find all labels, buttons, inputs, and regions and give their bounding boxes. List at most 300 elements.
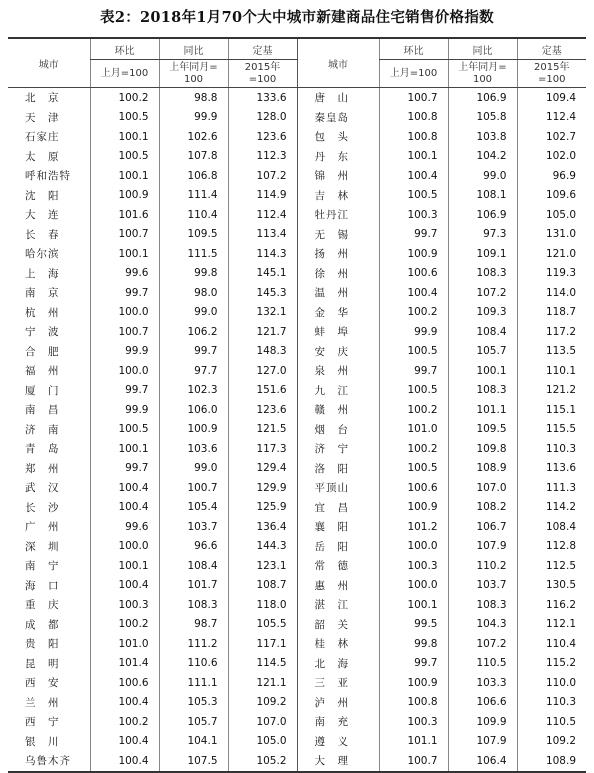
- mom-index-cell: 101.4: [90, 654, 159, 674]
- mom-index-cell: 100.1: [90, 244, 159, 264]
- city-name-cell: 宁 波: [25, 326, 60, 339]
- mom-index-cell: 100.1: [379, 147, 448, 167]
- base-index-cell: 129.9: [228, 478, 297, 498]
- mom-index-cell: 100.5: [90, 147, 159, 167]
- base-index-cell: 144.3: [228, 537, 297, 557]
- mom-index-cell: 100.1: [90, 556, 159, 576]
- mom-index-cell: 100.2: [379, 400, 448, 420]
- table-title: 表2：2018年1月70个大中城市新建商品住宅销售价格指数: [100, 9, 494, 26]
- table-row: [8, 361, 586, 381]
- mom-index-cell: 100.9: [379, 673, 448, 693]
- yoy-index-cell: 99.7: [159, 342, 228, 362]
- base-index-cell: 115.2: [517, 654, 586, 674]
- base-index-cell: 110.0: [517, 673, 586, 693]
- base-index-cell: 136.4: [228, 517, 297, 537]
- mom-index-cell: 100.5: [379, 342, 448, 362]
- city-name-cell: 大 连: [25, 209, 60, 222]
- yoy-index-cell: 105.7: [159, 712, 228, 732]
- city-name-cell: 西 宁: [25, 716, 60, 729]
- yoy-index-cell: 103.8: [448, 127, 517, 147]
- base-index-cell: 114.5: [228, 654, 297, 674]
- city-name-cell: 泉 州: [297, 361, 379, 381]
- yoy-index-cell: 103.7: [159, 517, 228, 537]
- city-name-cell: 牡丹江: [297, 205, 379, 225]
- base-index-cell: 133.6: [228, 88, 297, 108]
- mom-index-cell: 99.7: [379, 361, 448, 381]
- yoy-index-cell: 110.4: [159, 205, 228, 225]
- table-row: [8, 712, 586, 732]
- base-index-cell: 114.2: [517, 498, 586, 518]
- city-name-cell: 无 锡: [297, 225, 379, 245]
- table-row: [8, 225, 586, 245]
- city-name-cell: 合 肥: [25, 345, 60, 358]
- base-index-cell: 123.6: [228, 400, 297, 420]
- base-index-cell: 113.5: [517, 342, 586, 362]
- yoy-base-label: 上年同月= 100: [448, 60, 517, 88]
- yoy-index-cell: 109.5: [159, 225, 228, 245]
- mom-header: 环比: [379, 38, 448, 60]
- mom-index-cell: 100.4: [379, 166, 448, 186]
- yoy-index-cell: 106.0: [159, 400, 228, 420]
- city-name-cell: 南 京: [25, 287, 60, 300]
- yoy-index-cell: 107.2: [448, 283, 517, 303]
- yoy-index-cell: 106.2: [159, 322, 228, 342]
- table-row: [8, 205, 586, 225]
- base-index-cell: 113.6: [517, 459, 586, 479]
- base-index-cell: 102.0: [517, 147, 586, 167]
- yoy-index-cell: 102.6: [159, 127, 228, 147]
- city-name-cell: 长 春: [25, 228, 60, 241]
- table-row: [8, 537, 586, 557]
- city-name-cell: 金 华: [297, 303, 379, 323]
- yoy-index-cell: 99.0: [448, 166, 517, 186]
- yoy-index-cell: 103.3: [448, 673, 517, 693]
- yoy-index-cell: 99.0: [159, 303, 228, 323]
- mom-index-cell: 100.6: [90, 673, 159, 693]
- table-row: [8, 244, 586, 264]
- city-name-cell: 天 津: [25, 111, 60, 124]
- mom-index-cell: 100.1: [90, 127, 159, 147]
- yoy-index-cell: 111.4: [159, 186, 228, 206]
- base-index-cell: 109.2: [228, 693, 297, 713]
- fixed-base-label: 2015年 =100: [228, 60, 297, 88]
- city-name-cell: 徐 州: [297, 264, 379, 284]
- mom-index-cell: 99.9: [90, 400, 159, 420]
- base-index-cell: 110.1: [517, 361, 586, 381]
- mom-index-cell: 100.4: [90, 576, 159, 596]
- city-name-cell: 包 头: [297, 127, 379, 147]
- base-index-cell: 148.3: [228, 342, 297, 362]
- yoy-index-cell: 103.7: [448, 576, 517, 596]
- table-row: [8, 595, 586, 615]
- yoy-index-cell: 104.2: [448, 147, 517, 167]
- table-row: [8, 147, 586, 167]
- mom-index-cell: 101.0: [90, 634, 159, 654]
- mom-index-cell: 100.9: [379, 498, 448, 518]
- city-name-cell: 锦 州: [297, 166, 379, 186]
- city-name-cell: 上 海: [25, 267, 60, 280]
- city-column-header: 城市: [8, 38, 90, 88]
- table-row: [8, 439, 586, 459]
- base-index-cell: 145.1: [228, 264, 297, 284]
- table-row: [8, 693, 586, 713]
- city-name-cell: 平顶山: [297, 478, 379, 498]
- table-row: [8, 381, 586, 401]
- mom-header: 环比: [90, 38, 159, 60]
- mom-index-cell: 99.7: [90, 283, 159, 303]
- base-index-cell: 129.4: [228, 459, 297, 479]
- base-index-cell: 109.2: [517, 732, 586, 752]
- yoy-index-cell: 108.3: [159, 595, 228, 615]
- base-index-cell: 151.6: [228, 381, 297, 401]
- city-name-cell: 武 汉: [25, 482, 60, 495]
- mom-index-cell: 100.4: [90, 498, 159, 518]
- mom-index-cell: 99.7: [379, 654, 448, 674]
- mom-index-cell: 100.8: [379, 127, 448, 147]
- mom-index-cell: 99.5: [379, 615, 448, 635]
- base-index-cell: 132.1: [228, 303, 297, 323]
- yoy-index-cell: 107.5: [159, 751, 228, 772]
- city-name-cell: 乌鲁木齐: [8, 751, 90, 772]
- mom-index-cell: 99.7: [90, 459, 159, 479]
- yoy-index-cell: 106.8: [159, 166, 228, 186]
- base-index-cell: 112.3: [228, 147, 297, 167]
- city-name-cell: 安 庆: [297, 342, 379, 362]
- base-index-cell: 121.2: [517, 381, 586, 401]
- table-row: [8, 303, 586, 323]
- mom-index-cell: 100.2: [379, 303, 448, 323]
- mom-index-cell: 100.6: [379, 478, 448, 498]
- yoy-index-cell: 100.9: [159, 420, 228, 440]
- base-index-cell: 119.3: [517, 264, 586, 284]
- mom-index-cell: 100.4: [90, 478, 159, 498]
- mom-index-cell: 100.5: [379, 186, 448, 206]
- city-name-cell: 宜 昌: [297, 498, 379, 518]
- yoy-index-cell: 107.0: [448, 478, 517, 498]
- base-index-cell: 109.6: [517, 186, 586, 206]
- mom-index-cell: 100.6: [379, 264, 448, 284]
- yoy-index-cell: 108.9: [448, 459, 517, 479]
- city-name-cell: 洛 阳: [297, 459, 379, 479]
- table-row: [8, 751, 586, 772]
- base-index-cell: 115.5: [517, 420, 586, 440]
- table-row: [8, 517, 586, 537]
- yoy-header: 同比: [159, 38, 228, 60]
- mom-index-cell: 100.2: [90, 712, 159, 732]
- city-name-cell: 银 川: [25, 735, 60, 748]
- table-row: [8, 322, 586, 342]
- mom-index-cell: 100.3: [379, 712, 448, 732]
- base-index-cell: 131.0: [517, 225, 586, 245]
- mom-index-cell: 99.7: [379, 225, 448, 245]
- table-row: [8, 420, 586, 440]
- mom-index-cell: 100.9: [90, 186, 159, 206]
- yoy-index-cell: 111.5: [159, 244, 228, 264]
- mom-index-cell: 101.6: [90, 205, 159, 225]
- mom-index-cell: 100.7: [90, 322, 159, 342]
- yoy-index-cell: 106.7: [448, 517, 517, 537]
- city-name-cell: 福 州: [25, 365, 60, 378]
- mom-index-cell: 101.1: [379, 732, 448, 752]
- city-name-cell: 大 理: [297, 751, 379, 772]
- city-name-cell: 西 安: [25, 677, 60, 690]
- city-name-cell: 北 京: [25, 92, 60, 105]
- city-name-cell: 石家庄: [25, 131, 60, 144]
- city-name-cell: 唐 山: [297, 88, 379, 108]
- city-name-cell: 太 原: [25, 150, 60, 163]
- base-index-cell: 110.3: [517, 439, 586, 459]
- mom-index-cell: 99.7: [90, 381, 159, 401]
- base-index-cell: 125.9: [228, 498, 297, 518]
- mom-index-cell: 100.1: [90, 439, 159, 459]
- table-row: [8, 634, 586, 654]
- base-index-cell: 102.7: [517, 127, 586, 147]
- table-row: [8, 478, 586, 498]
- yoy-index-cell: 96.6: [159, 537, 228, 557]
- table-header: [8, 38, 586, 88]
- base-index-cell: 113.4: [228, 225, 297, 245]
- yoy-index-cell: 106.4: [448, 751, 517, 772]
- yoy-index-cell: 108.3: [448, 381, 517, 401]
- city-name-cell: 沈 阳: [25, 189, 60, 202]
- yoy-index-cell: 108.3: [448, 264, 517, 284]
- city-name-cell: 广 州: [25, 521, 60, 534]
- table-row: [8, 342, 586, 362]
- base-header: 定基: [228, 38, 297, 60]
- mom-index-cell: 100.9: [379, 244, 448, 264]
- base-index-cell: 121.1: [228, 673, 297, 693]
- yoy-index-cell: 109.8: [448, 439, 517, 459]
- mom-index-cell: 100.2: [379, 439, 448, 459]
- yoy-index-cell: 98.8: [159, 88, 228, 108]
- mom-index-cell: 100.0: [379, 537, 448, 557]
- mom-index-cell: 100.3: [379, 556, 448, 576]
- yoy-index-cell: 98.0: [159, 283, 228, 303]
- base-index-cell: 117.3: [228, 439, 297, 459]
- base-index-cell: 108.7: [228, 576, 297, 596]
- yoy-index-cell: 111.1: [159, 673, 228, 693]
- yoy-index-cell: 105.7: [448, 342, 517, 362]
- base-index-cell: 110.4: [517, 634, 586, 654]
- city-name-cell: 南 宁: [25, 560, 60, 573]
- yoy-index-cell: 110.5: [448, 654, 517, 674]
- table-row: [8, 673, 586, 693]
- city-name-cell: 昆 明: [25, 657, 60, 670]
- city-name-cell: 青 岛: [25, 443, 60, 456]
- city-name-cell: 杭 州: [25, 306, 60, 319]
- yoy-index-cell: 109.3: [448, 303, 517, 323]
- mom-index-cell: 100.5: [379, 459, 448, 479]
- base-index-cell: 105.2: [228, 751, 297, 772]
- base-index-cell: 110.3: [517, 693, 586, 713]
- base-index-cell: 123.1: [228, 556, 297, 576]
- yoy-index-cell: 109.5: [448, 420, 517, 440]
- city-name-cell: 泸 州: [297, 693, 379, 713]
- mom-index-cell: 100.1: [379, 595, 448, 615]
- table-row: [8, 459, 586, 479]
- base-index-cell: 121.5: [228, 420, 297, 440]
- yoy-index-cell: 106.6: [448, 693, 517, 713]
- yoy-index-cell: 107.9: [448, 537, 517, 557]
- mom-index-cell: 99.9: [379, 322, 448, 342]
- mom-index-cell: 99.9: [90, 342, 159, 362]
- city-name-cell: 岳 阳: [297, 537, 379, 557]
- city-name-cell: 常 德: [297, 556, 379, 576]
- base-index-cell: 111.3: [517, 478, 586, 498]
- base-index-cell: 117.1: [228, 634, 297, 654]
- city-name-cell: 长 沙: [25, 501, 60, 514]
- city-name-cell: 韶 关: [297, 615, 379, 635]
- yoy-index-cell: 108.2: [448, 498, 517, 518]
- city-name-cell: 赣 州: [297, 400, 379, 420]
- mom-index-cell: 100.3: [90, 595, 159, 615]
- yoy-index-cell: 110.6: [159, 654, 228, 674]
- table-row: [8, 166, 586, 186]
- city-column-header: 城市: [297, 38, 379, 88]
- yoy-index-cell: 109.9: [448, 712, 517, 732]
- city-name-cell: 贵 阳: [25, 638, 60, 651]
- city-name-cell: 遵 义: [297, 732, 379, 752]
- mom-index-cell: 100.8: [379, 108, 448, 128]
- table-row: [8, 615, 586, 635]
- base-index-cell: 112.4: [228, 205, 297, 225]
- base-index-cell: 114.0: [517, 283, 586, 303]
- base-index-cell: 108.4: [517, 517, 586, 537]
- base-index-cell: 110.5: [517, 712, 586, 732]
- base-index-cell: 107.0: [228, 712, 297, 732]
- mom-index-cell: 100.5: [379, 381, 448, 401]
- mom-index-cell: 99.6: [90, 264, 159, 284]
- city-name-cell: 济 南: [25, 423, 60, 436]
- yoy-index-cell: 105.3: [159, 693, 228, 713]
- yoy-index-cell: 101.7: [159, 576, 228, 596]
- table-row: [8, 264, 586, 284]
- yoy-index-cell: 97.3: [448, 225, 517, 245]
- yoy-index-cell: 99.9: [159, 108, 228, 128]
- mom-index-cell: 100.7: [90, 225, 159, 245]
- yoy-index-cell: 100.7: [159, 478, 228, 498]
- base-index-cell: 121.7: [228, 322, 297, 342]
- city-name-cell: 吉 林: [297, 186, 379, 206]
- yoy-index-cell: 107.9: [448, 732, 517, 752]
- base-index-cell: 109.4: [517, 88, 586, 108]
- mom-index-cell: 101.0: [379, 420, 448, 440]
- yoy-index-cell: 111.2: [159, 634, 228, 654]
- base-index-cell: 115.1: [517, 400, 586, 420]
- mom-index-cell: 100.5: [90, 420, 159, 440]
- mom-index-cell: 100.5: [90, 108, 159, 128]
- city-name-cell: 成 都: [25, 618, 60, 631]
- mom-index-cell: 100.2: [90, 88, 159, 108]
- yoy-index-cell: 106.9: [448, 88, 517, 108]
- yoy-index-cell: 98.7: [159, 615, 228, 635]
- city-name-cell: 南 充: [297, 712, 379, 732]
- price-index-table: [8, 37, 586, 773]
- yoy-index-cell: 108.4: [159, 556, 228, 576]
- city-name-cell: 秦皇岛: [297, 108, 379, 128]
- base-index-cell: 112.1: [517, 615, 586, 635]
- table-row: [8, 88, 586, 108]
- yoy-index-cell: 107.8: [159, 147, 228, 167]
- mom-index-cell: 100.4: [90, 751, 159, 772]
- city-name-cell: 北 海: [297, 654, 379, 674]
- table-row: [8, 498, 586, 518]
- yoy-index-cell: 102.3: [159, 381, 228, 401]
- mom-index-cell: 100.0: [90, 303, 159, 323]
- yoy-index-cell: 100.1: [448, 361, 517, 381]
- mom-index-cell: 100.4: [90, 693, 159, 713]
- base-index-cell: 123.6: [228, 127, 297, 147]
- base-index-cell: 107.2: [228, 166, 297, 186]
- yoy-index-cell: 101.1: [448, 400, 517, 420]
- city-name-cell: 重 庆: [25, 599, 60, 612]
- yoy-index-cell: 105.8: [448, 108, 517, 128]
- city-name-cell: 呼和浩特: [25, 170, 71, 183]
- city-name-cell: 桂 林: [297, 634, 379, 654]
- mom-index-cell: 99.6: [90, 517, 159, 537]
- base-index-cell: 130.5: [517, 576, 586, 596]
- mom-base-label: 上月=100: [90, 60, 159, 88]
- table-row: [8, 556, 586, 576]
- base-index-cell: 118.7: [517, 303, 586, 323]
- city-name-cell: 惠 州: [297, 576, 379, 596]
- city-name-cell: 湛 江: [297, 595, 379, 615]
- mom-base-label: 上月=100: [379, 60, 448, 88]
- mom-index-cell: 100.0: [90, 361, 159, 381]
- base-index-cell: 112.8: [517, 537, 586, 557]
- yoy-index-cell: 105.4: [159, 498, 228, 518]
- city-name-cell: 济 宁: [297, 439, 379, 459]
- yoy-index-cell: 110.2: [448, 556, 517, 576]
- mom-index-cell: 99.8: [379, 634, 448, 654]
- base-index-cell: 114.3: [228, 244, 297, 264]
- table-row: [8, 400, 586, 420]
- yoy-index-cell: 108.3: [448, 595, 517, 615]
- base-index-cell: 121.0: [517, 244, 586, 264]
- yoy-index-cell: 104.1: [159, 732, 228, 752]
- base-index-cell: 128.0: [228, 108, 297, 128]
- city-name-cell: 南 昌: [25, 404, 60, 417]
- mom-index-cell: 100.0: [379, 576, 448, 596]
- base-index-cell: 117.2: [517, 322, 586, 342]
- yoy-header: 同比: [448, 38, 517, 60]
- table-row: [8, 576, 586, 596]
- yoy-index-cell: 108.4: [448, 322, 517, 342]
- base-index-cell: 105.0: [517, 205, 586, 225]
- mom-index-cell: 100.0: [90, 537, 159, 557]
- base-index-cell: 114.9: [228, 186, 297, 206]
- city-name-cell: 蚌 埠: [297, 322, 379, 342]
- mom-index-cell: 100.1: [90, 166, 159, 186]
- yoy-index-cell: 99.8: [159, 264, 228, 284]
- base-index-cell: 112.5: [517, 556, 586, 576]
- city-name-cell: 扬 州: [297, 244, 379, 264]
- yoy-index-cell: 106.9: [448, 205, 517, 225]
- table-row: [8, 732, 586, 752]
- mom-index-cell: 100.8: [379, 693, 448, 713]
- fixed-base-label: 2015年 =100: [517, 60, 586, 88]
- base-index-cell: 118.0: [228, 595, 297, 615]
- yoy-index-cell: 99.0: [159, 459, 228, 479]
- yoy-index-cell: 107.2: [448, 634, 517, 654]
- mom-index-cell: 100.3: [379, 205, 448, 225]
- yoy-index-cell: 97.7: [159, 361, 228, 381]
- base-header: 定基: [517, 38, 586, 60]
- city-name-cell: 襄 阳: [297, 517, 379, 537]
- city-name-cell: 郑 州: [25, 462, 60, 475]
- table-row: [8, 127, 586, 147]
- city-name-cell: 丹 东: [297, 147, 379, 167]
